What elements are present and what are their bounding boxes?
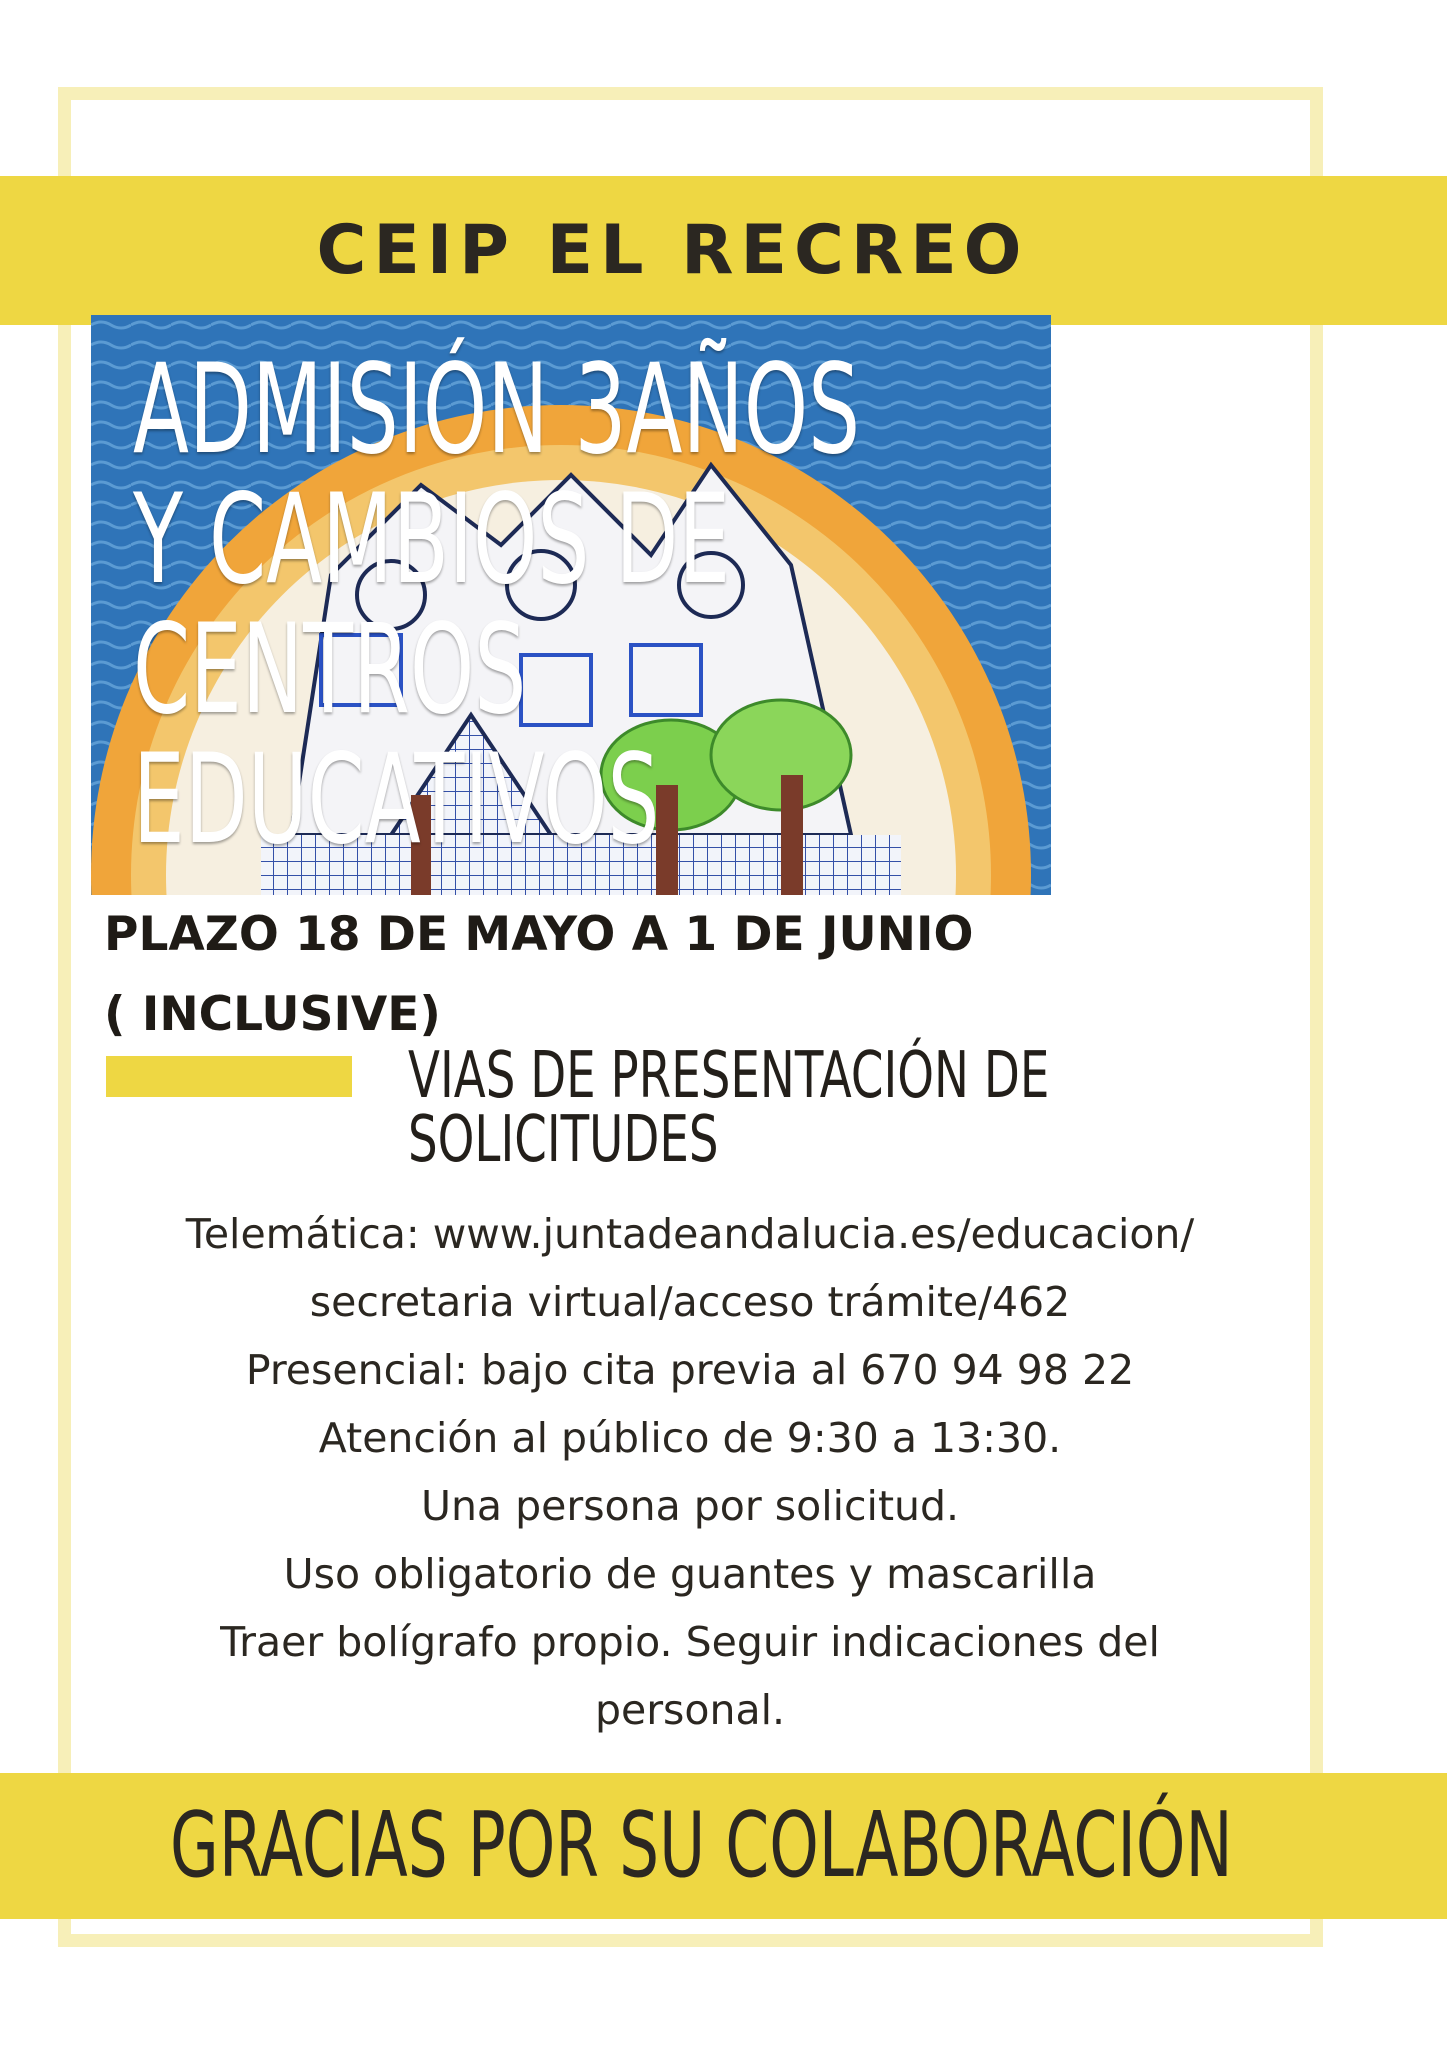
thanks-message: GRACIAS POR SU COLABORACIÓN bbox=[170, 1793, 1233, 1898]
info-online-path: secretaria virtual/acceso trámite/462 bbox=[309, 1278, 1071, 1326]
submission-info bbox=[100, 1200, 1280, 1744]
hero-title-line: CENTROS bbox=[133, 598, 527, 742]
deadline-text bbox=[104, 895, 1064, 1055]
hero-title-line: Y CAMBIOS DE bbox=[133, 468, 731, 612]
deadline-dates: PLAZO 18 DE MAYO A 1 DE JUNIO bbox=[104, 907, 974, 962]
info-online: Telemática: www.juntadeandalucia.es/educacion/ bbox=[185, 1210, 1195, 1258]
info-gloves-mask: Uso obligatorio de guantes y mascarilla bbox=[283, 1550, 1097, 1598]
info-pen: Traer bolígrafo propio. Seguir indicaciones del bbox=[220, 1618, 1160, 1666]
hero-image bbox=[91, 315, 1051, 895]
hero-title-line: EDUCATIVOS bbox=[133, 728, 660, 872]
deadline-inclusive: ( INCLUSIVE) bbox=[104, 987, 441, 1042]
school-name: CEIP EL RECREO bbox=[316, 211, 1029, 290]
hero-title bbox=[133, 338, 1031, 872]
info-hours: Atención al público de 9:30 a 13:30. bbox=[318, 1414, 1062, 1462]
section-heading bbox=[408, 1039, 1138, 1177]
section-heading-line: SOLICITUDES bbox=[408, 1103, 719, 1177]
info-one-person: Una persona por solicitud. bbox=[420, 1482, 960, 1530]
section-heading-line: VIAS DE PRESENTACIÓN DE bbox=[408, 1039, 1050, 1113]
accent-bar bbox=[106, 1056, 352, 1097]
info-in-person: Presencial: bajo cita previa al 670 94 98 22 bbox=[245, 1346, 1135, 1394]
hero-title-line: ADMISIÓN 3AÑOS bbox=[133, 338, 861, 482]
info-staff: personal. bbox=[594, 1686, 786, 1734]
